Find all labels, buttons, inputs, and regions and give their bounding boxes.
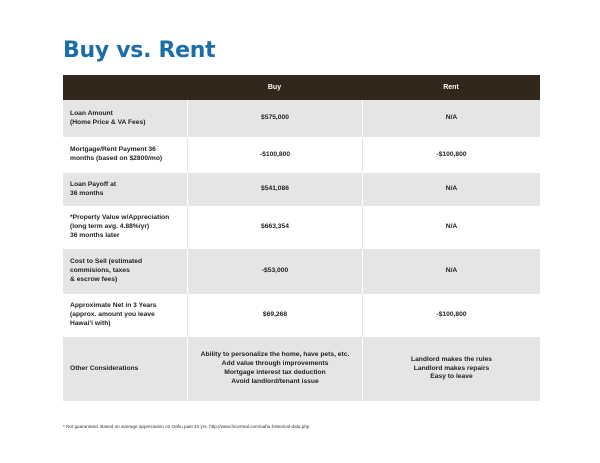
rent-value: [362, 249, 540, 294]
table-row: [63, 100, 540, 137]
row-label-line: Loan Payoff at: [70, 180, 117, 188]
buy-value: [187, 137, 362, 173]
buy-vs-rent-table: [63, 75, 540, 401]
row-label-line: & escrow fees): [70, 275, 118, 283]
row-label-line: 36 months: [70, 189, 104, 197]
header-label-cell: [63, 75, 187, 100]
row-label: [63, 337, 187, 401]
row-label: [63, 294, 187, 337]
table-row: [63, 337, 540, 401]
page-title: Buy vs. Rent: [63, 38, 216, 63]
buy-value-line: -$53,000: [261, 267, 289, 275]
rent-value-line: -$100,800: [436, 311, 467, 319]
table-header-row: [63, 75, 540, 100]
footnote: * Not guaranteed. Based on average appreciation on Oahu past 40 yrs. http://www.hicentral.com/oahu-historical-data.php: [63, 424, 310, 429]
row-label-line: commisions, taxes: [70, 267, 130, 275]
buy-value: [187, 294, 362, 337]
row-label-line: Other Considerations: [70, 364, 139, 372]
rent-value: [362, 137, 540, 173]
buy-value: [187, 100, 362, 137]
buy-value-line: $575,000: [261, 114, 289, 122]
table-row: [63, 294, 540, 337]
header-rent: Rent: [362, 75, 540, 100]
row-label-line: Loan Amount: [70, 109, 113, 117]
buy-value: [187, 337, 362, 401]
buy-value-line: $663,354: [261, 223, 289, 231]
rent-value-line: N/A: [445, 267, 458, 275]
table-row: [63, 173, 540, 206]
row-label-line: Approximate Net in 3 Years: [70, 302, 157, 310]
rent-value: [362, 337, 540, 401]
row-label: [63, 173, 187, 206]
row-label-line: Mortgage/Rent Payment 36: [70, 146, 156, 154]
rent-value-line: N/A: [445, 185, 458, 193]
rent-value: [362, 100, 540, 137]
rent-value: [362, 173, 540, 206]
buy-value-line: -$100,800: [259, 150, 291, 158]
row-label-line: months (based on $2800/mo): [70, 155, 163, 162]
table-row: [63, 249, 540, 294]
header-buy: Buy: [187, 75, 362, 100]
row-label-line: (Home Price & VA Fees): [70, 118, 146, 126]
rent-value-line: Landlord makes repairs: [413, 364, 490, 372]
buy-value: [187, 249, 362, 294]
row-label: [63, 249, 187, 294]
row-label-line: (approx. amount you leave: [70, 311, 155, 319]
buy-value: [187, 173, 362, 206]
rent-value: [362, 206, 540, 249]
rent-value-line: N/A: [445, 114, 458, 122]
rent-value-line: -$100,800: [436, 150, 467, 158]
buy-value-line: Avoid landlord/tenant issue: [231, 377, 319, 385]
row-label: [63, 100, 187, 137]
rent-value-line: Easy to leave: [430, 373, 473, 381]
buy-value-line: Ability to personalize the home, have pets, etc.: [200, 351, 350, 359]
row-label-line: Hawai‘i with): [70, 319, 111, 327]
buy-value-line: Add value through improvements: [221, 360, 329, 368]
row-label-line: 36 months later: [70, 231, 120, 239]
buy-value-line: Mortgage interest tax deduction: [224, 369, 326, 376]
row-label-line: *Property Value w/Appreciation: [70, 214, 170, 222]
table-row: [63, 206, 540, 249]
row-label: [63, 137, 187, 173]
rent-value-line: N/A: [445, 223, 458, 231]
rent-value-line: Landlord makes the rules: [410, 355, 493, 363]
row-label-line: Cost to Sell (estimated: [70, 258, 143, 266]
buy-value: [187, 206, 362, 249]
row-label-line: (long term avg. 4.88%/yr): [70, 223, 150, 231]
table-row: [63, 137, 540, 173]
buy-value-line: $541,086: [261, 185, 289, 193]
buy-value-line: $69,268: [262, 311, 288, 319]
row-label: [63, 206, 187, 249]
rent-value: [362, 294, 540, 337]
